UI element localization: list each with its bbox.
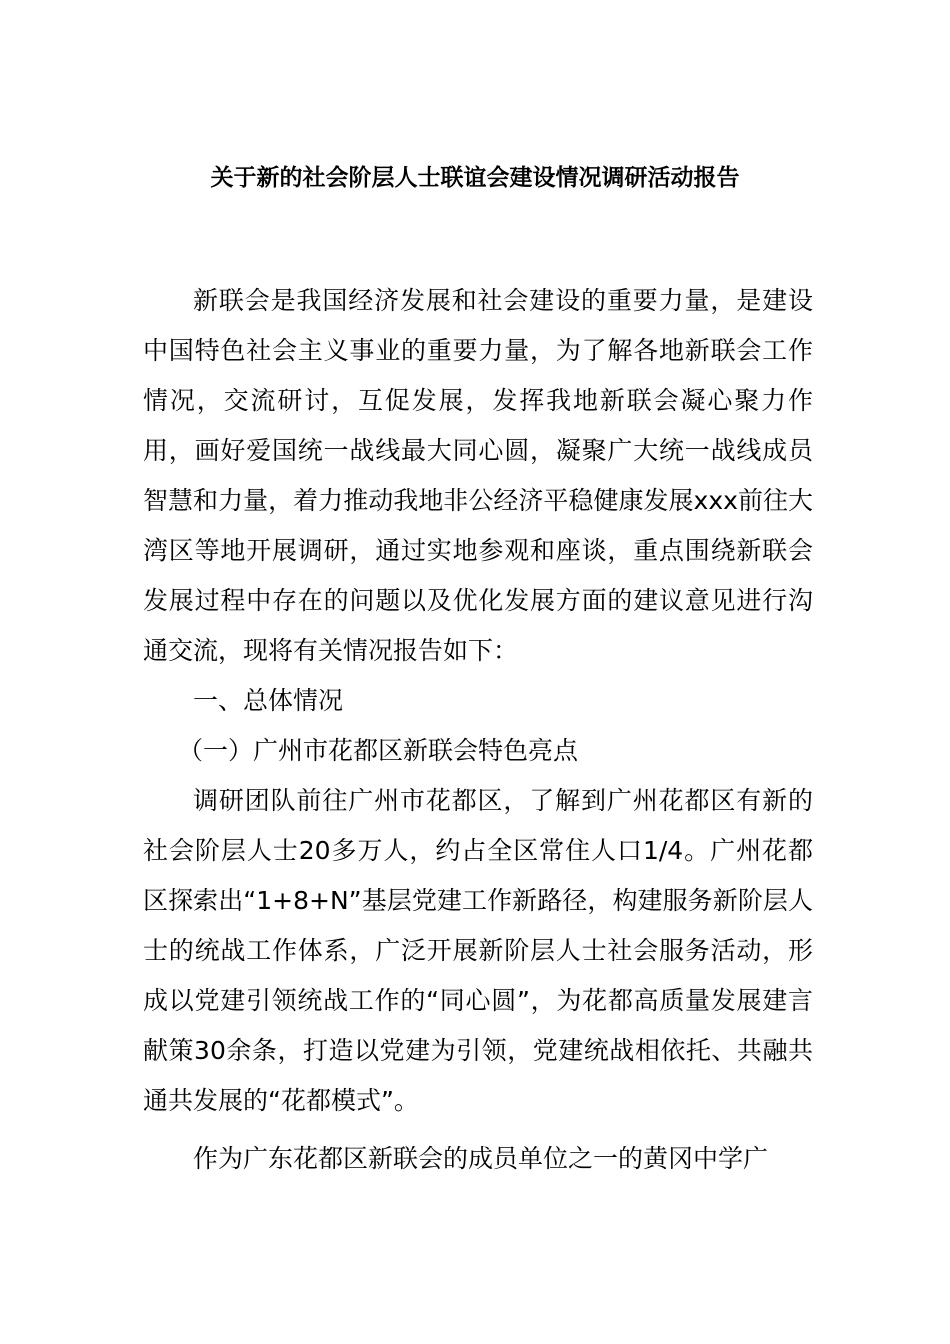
huadu-paragraph: 调研团队前往广州市花都区，了解到广州花都区有新的社会阶层人士20多万人，约占全区常住人口1/4。广州花都区探索出“1+8+N”基层党建工作新路径，构建服务新阶层人士的统战工作体系，广泛开展新阶层人士社会服务活动，形成以党建引领统战工作的“同心圆”，为花都高质量发展建言献策30余条，打造以党建为引领，党建统战相依托、共融共通共发展的“花都模式”。 bbox=[143, 786, 813, 1115]
document-title: 关于新的社会阶层人士联谊会建设情况调研活动报告 bbox=[210, 165, 740, 191]
document-body bbox=[143, 276, 813, 1184]
subsection-heading: （一）广州市花都区新联会特色亮点 bbox=[178, 736, 579, 765]
continuation-paragraph: 作为广东花都区新联会的成员单位之一的黄冈中学广 bbox=[193, 1144, 769, 1173]
intro-paragraph: 新联会是我国经济发展和社会建设的重要力量，是建设中国特色社会主义事业的重要力量，为了解各地新联会工作情况，交流研讨，互促发展，发挥我地新联会凝心聚力作用，画好爱国统一战线最大同心圆，凝聚广大统一战线成员智慧和力量，着力推动我地非公经济平稳健康发展xxx前往大湾区等地开展调研，通过实地参观和座谈，重点围绕新联会发展过程中存在的问题以及优化发展方面的建议意见进行沟通交流，现将有关情况报告如下： bbox=[143, 286, 813, 665]
section-heading: 一、总体情况 bbox=[193, 686, 344, 715]
